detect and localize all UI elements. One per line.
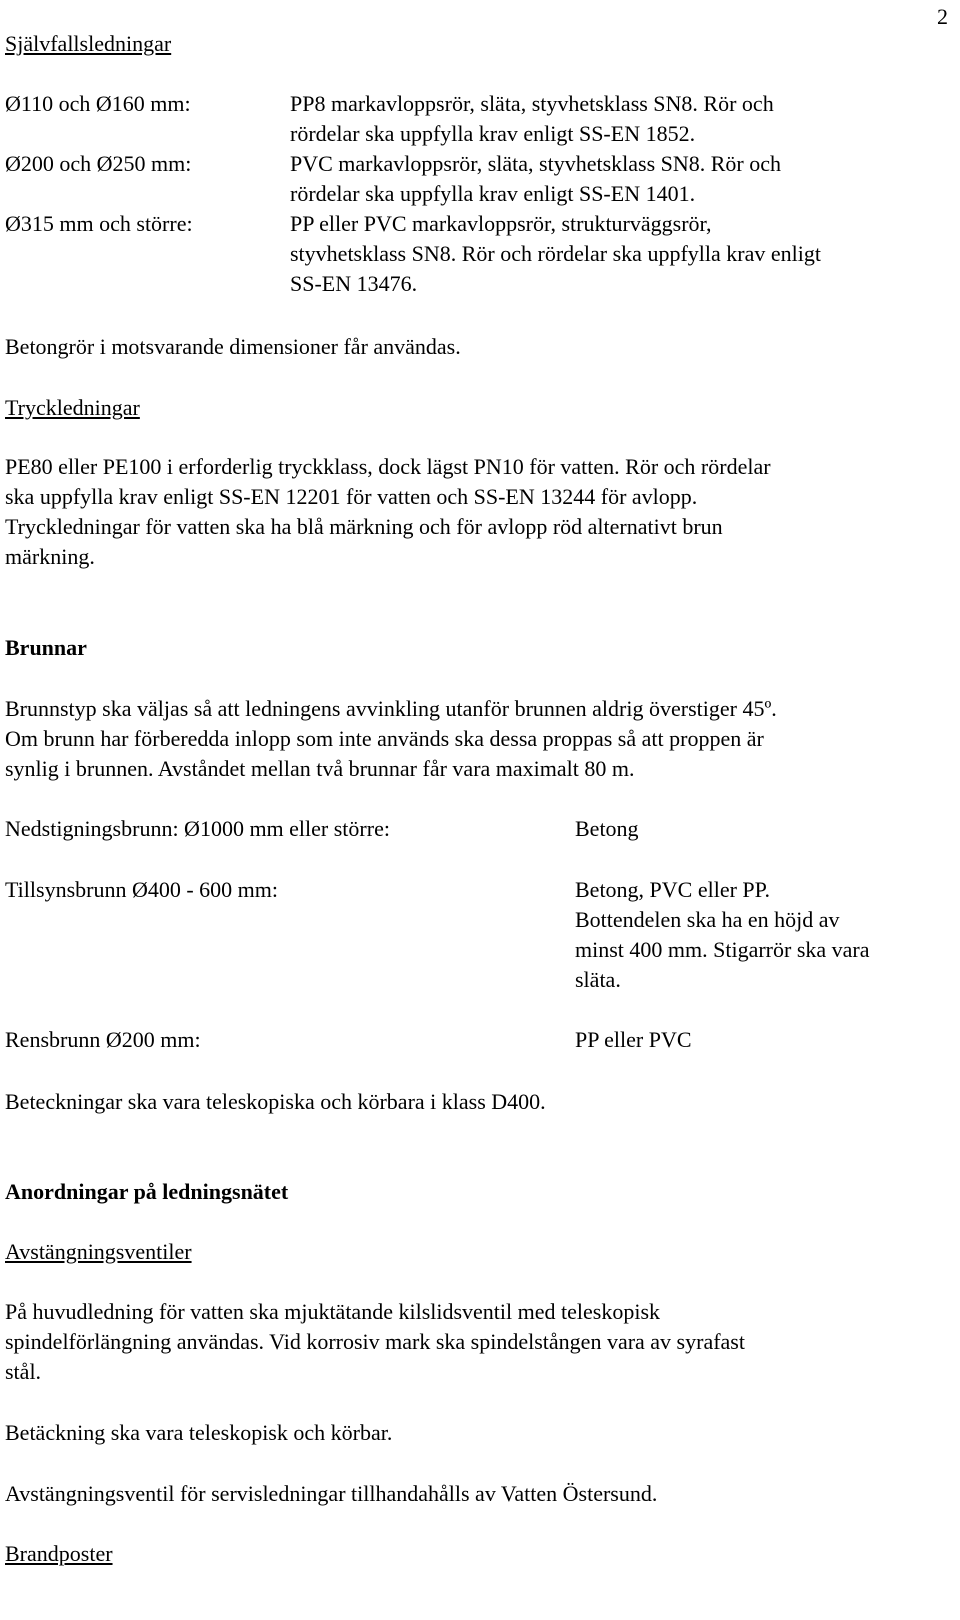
pipe-description (290, 209, 945, 299)
pipe-row-110-160 (5, 89, 945, 149)
well-material-line: Betong, PVC eller PP. (575, 877, 770, 902)
paragraph-line: Brunnstyp ska väljas så att ledningens avvinkling utanför brunnen aldrig överstiger 45º. (5, 696, 777, 721)
well-type-supervision (5, 875, 945, 995)
well-material-line: minst 400 mm. Stigarrör ska vara (575, 937, 870, 962)
pipe-description-line: PP eller PVC markavloppsrör, strukturväggsrör, (290, 211, 712, 236)
pipe-description-line: PP8 markavloppsrör, släta, styvhetsklass SN8. Rör och (290, 91, 774, 116)
valves-heading: Avstängningsventiler (5, 1239, 192, 1264)
page-number: 2 (937, 4, 948, 29)
pressure-heading: Tryckledningar (5, 395, 140, 420)
pipe-description-line: PVC markavloppsrör, släta, styvhetsklass SN8. Rör och (290, 151, 782, 176)
pipe-description (290, 89, 945, 149)
pipe-row-315 (5, 209, 945, 299)
paragraph-line: PE80 eller PE100 i erforderlig tryckklass, dock lägst PN10 för vatten. Rör och rördelar (5, 454, 771, 479)
well-material-line: PP eller PVC (575, 1027, 692, 1052)
paragraph-line: Tryckledningar för vatten ska ha blå märkning och för avlopp röd alternativt brun (5, 514, 723, 539)
well-material-line: Betong (575, 816, 639, 841)
pipe-row-200-250 (5, 149, 945, 209)
pipe-dimension: Ø200 och Ø250 mm: (5, 151, 192, 176)
pipe-description-line: rördelar ska uppfylla krav enligt SS-EN 1401. (290, 181, 696, 206)
well-type-inspection-chamber (5, 814, 945, 844)
concrete-pipe-note: Betongrör i motsvarande dimensioner får användas. (5, 334, 461, 359)
hydrants-heading: Brandposter (5, 1541, 113, 1566)
well-type-material (575, 875, 945, 995)
well-type-label: Rensbrunn Ø200 mm: (5, 1027, 201, 1052)
well-type-label: Nedstigningsbrunn: Ø1000 mm eller större: (5, 816, 390, 841)
network-heading: Anordningar på ledningsnätet (5, 1179, 289, 1204)
well-type-material (575, 1025, 945, 1055)
pipe-dimension: Ø315 mm och större: (5, 211, 193, 236)
well-material-line: släta. (575, 967, 621, 992)
valves-paragraph (5, 1297, 940, 1387)
wells-paragraph (5, 694, 940, 784)
covers-note: Beteckningar ska vara teleskopiska och körbara i klass D400. (5, 1089, 546, 1114)
service-valve-note: Avstängningsventil för servisledningar tillhandahålls av Vatten Östersund. (5, 1481, 658, 1506)
valve-cover-note: Betäckning ska vara teleskopisk och körbar. (5, 1420, 393, 1445)
pipe-description-line: styvhetsklass SN8. Rör och rördelar ska uppfylla krav enligt (290, 241, 821, 266)
paragraph-line: Om brunn har förberedda inlopp som inte används ska dessa proppas så att proppen är (5, 726, 764, 751)
pressure-paragraph (5, 452, 940, 572)
paragraph-line: synlig i brunnen. Avståndet mellan två brunnar får vara maximalt 80 m. (5, 756, 635, 781)
well-type-cleanout (5, 1025, 945, 1055)
well-type-label: Tillsynsbrunn Ø400 - 600 mm: (5, 877, 279, 902)
paragraph-line: ska uppfylla krav enligt SS-EN 12201 för vatten och SS-EN 13244 för avlopp. (5, 484, 698, 509)
paragraph-line: spindelförlängning användas. Vid korrosiv mark ska spindelstången vara av syrafast (5, 1329, 745, 1354)
pipe-description-line: rördelar ska uppfylla krav enligt SS-EN 1852. (290, 121, 696, 146)
paragraph-line: märkning. (5, 544, 95, 569)
wells-heading: Brunnar (5, 635, 87, 660)
paragraph-line: stål. (5, 1359, 42, 1384)
well-type-material (575, 814, 945, 844)
pipe-description (290, 149, 945, 209)
pipe-description-line: SS-EN 13476. (290, 271, 418, 296)
paragraph-line: På huvudledning för vatten ska mjuktätande kilslidsventil med teleskopisk (5, 1299, 661, 1324)
gravity-heading: Självfallsledningar (5, 31, 172, 56)
pipe-dimension: Ø110 och Ø160 mm: (5, 91, 191, 116)
well-material-line: Bottendelen ska ha en höjd av (575, 907, 840, 932)
